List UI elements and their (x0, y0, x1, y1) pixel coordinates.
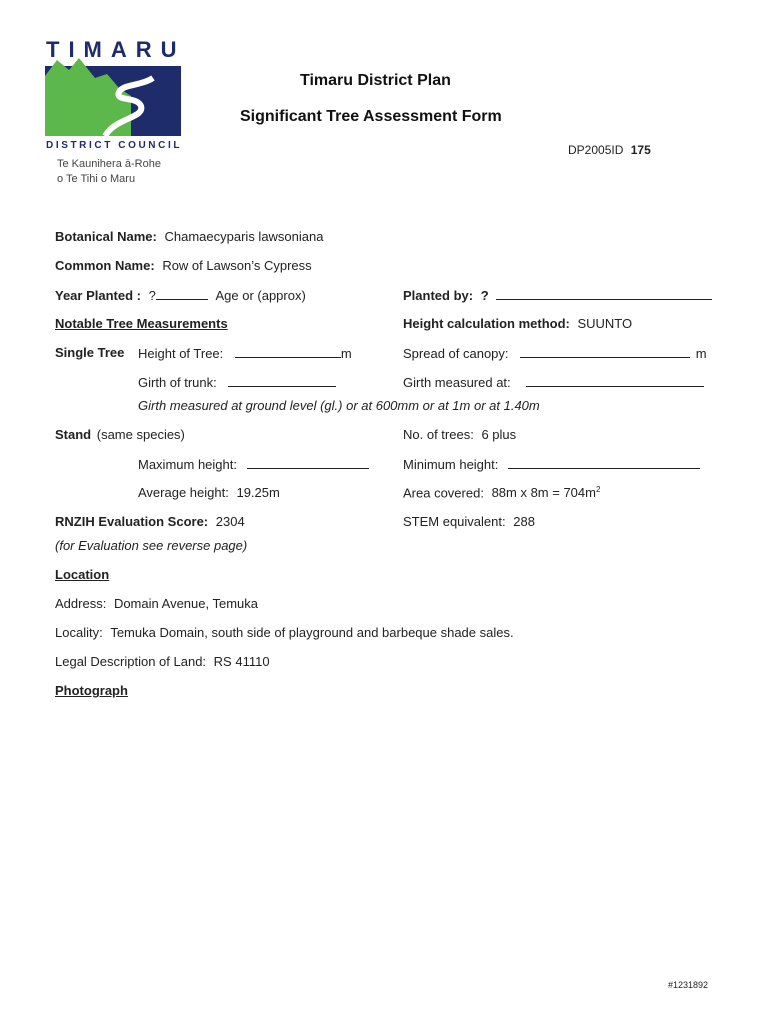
spread-label: Spread of canopy: (403, 346, 509, 361)
spread-blank (520, 345, 690, 358)
height-method-label: Height calculation method: (403, 316, 570, 331)
locality-label: Locality: (55, 625, 103, 640)
girth-note: Girth measured at ground level (gl.) or at 600mm or at 1m or at 1.40m (138, 398, 540, 413)
planted-by-blank (496, 287, 712, 300)
form-title: Significant Tree Assessment Form (240, 108, 502, 125)
logo-council-text: DISTRICT COUNCIL (46, 140, 183, 151)
year-planted-row (55, 287, 306, 303)
logo-wordmark: TIMARU (46, 37, 186, 62)
girth-trunk-label: Girth of trunk: (138, 375, 217, 390)
girth-measured-label: Girth measured at: (403, 375, 511, 390)
rnzih-row (55, 514, 245, 529)
rnzih-label: RNZIH Evaluation Score: (55, 514, 209, 529)
location-heading: Location (55, 567, 110, 582)
min-height-label: Minimum height: (403, 457, 499, 472)
common-label: Common Name: (55, 258, 155, 273)
common-name-row (55, 258, 312, 273)
year-value: ? (148, 288, 156, 303)
locality-value: Temuka Domain, south side of playground and barbeque shade sales. (110, 625, 514, 640)
legal-label: Legal Description of Land: (55, 654, 207, 669)
height-of-tree-label: Height of Tree: (138, 346, 224, 361)
year-label: Year Planted : (55, 288, 141, 303)
eval-note: (for Evaluation see reverse page) (55, 538, 248, 553)
area-covered-row (403, 485, 600, 500)
address-label: Address: (55, 596, 107, 611)
stem-row (403, 514, 535, 529)
doc-id (568, 143, 651, 157)
girth-measured-blank (526, 374, 704, 387)
stem-value: 288 (513, 514, 535, 529)
common-value: Row of Lawson’s Cypress (162, 258, 312, 273)
page-title: Timaru District Plan (300, 72, 451, 89)
doc-id-label: DP2005ID (568, 143, 624, 157)
rnzih-value: 2304 (215, 514, 245, 529)
year-blank (156, 287, 208, 300)
area-label: Area covered: (403, 485, 484, 501)
min-height-row (403, 456, 700, 472)
girth-measured-row (403, 374, 704, 390)
stand-row (55, 427, 185, 442)
no-trees-row (403, 427, 516, 442)
spread-unit: m (695, 346, 707, 361)
locality-row (55, 625, 514, 640)
doc-id-value: 175 (630, 143, 651, 157)
height-method-row (403, 316, 632, 331)
planted-by-label: Planted by: (403, 288, 474, 303)
council-logo-icon (45, 56, 181, 136)
no-trees-value: 6 plus (481, 427, 517, 442)
area-value: 88m x 8m = 704m (491, 485, 596, 501)
avg-height-row (138, 485, 280, 500)
height-method-value: SUUNTO (577, 316, 633, 331)
avg-height-label: Average height: (138, 485, 229, 500)
botanical-label: Botanical Name: (55, 229, 157, 244)
address-value: Domain Avenue, Temuka (113, 596, 258, 611)
avg-height-value: 19.25m (236, 485, 280, 500)
height-unit: m (340, 346, 352, 361)
measurements-heading: Notable Tree Measurements (55, 316, 228, 331)
max-height-row (138, 456, 369, 472)
logo-maori-line2: o Te Tihi o Maru (57, 173, 136, 185)
single-tree-label: Single Tree (55, 345, 125, 360)
stand-label: Stand (55, 427, 92, 442)
stand-note: (same species) (96, 427, 185, 442)
planted-by-value: ? (480, 288, 489, 303)
age-label: Age or (approx) (215, 288, 306, 303)
legal-value: RS 41110 (213, 654, 270, 669)
height-of-tree-row (138, 345, 352, 361)
max-height-label: Maximum height: (138, 457, 237, 472)
max-height-blank (247, 456, 369, 469)
botanical-name-row (55, 229, 323, 244)
girth-trunk-row (138, 374, 336, 390)
photograph-heading: Photograph (55, 683, 128, 698)
no-trees-label: No. of trees: (403, 427, 474, 442)
girth-trunk-blank (228, 374, 336, 387)
height-of-tree-blank (235, 345, 341, 358)
spread-row (403, 345, 707, 361)
area-sup: 2 (595, 485, 601, 494)
min-height-blank (508, 456, 700, 469)
stem-label: STEM equivalent: (403, 514, 506, 529)
address-row (55, 596, 258, 611)
legal-row (55, 654, 270, 669)
planted-by-row (403, 287, 712, 303)
botanical-value: Chamaecyparis lawsoniana (164, 229, 324, 244)
document-number: #1231892 (668, 980, 709, 990)
logo-maori-line1: Te Kaunihera ā-Rohe (57, 158, 161, 170)
